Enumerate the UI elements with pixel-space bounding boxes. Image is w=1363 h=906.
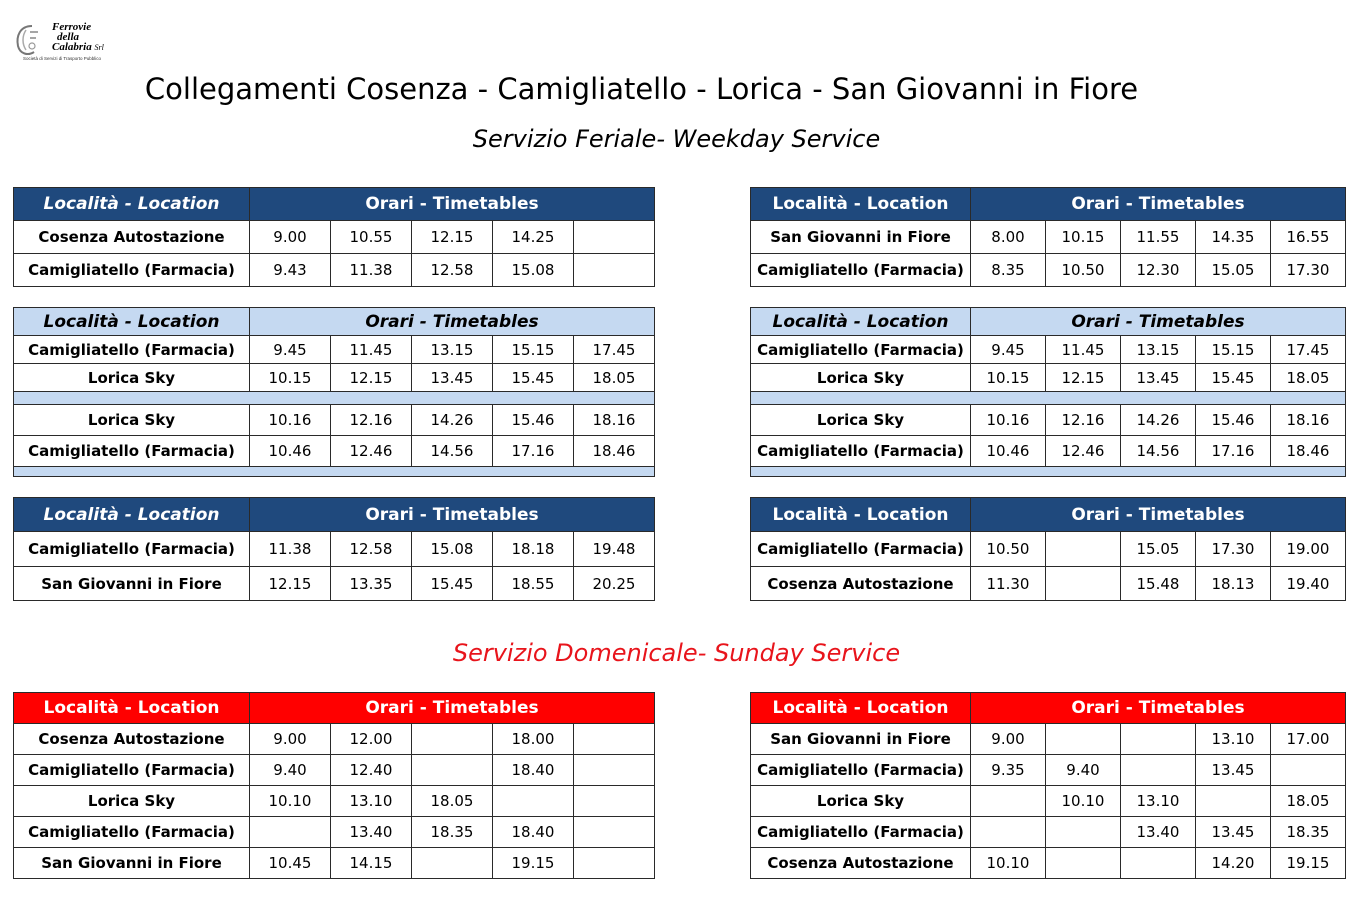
time-cell: 15.45 [493, 364, 574, 392]
time-cell: 18.16 [1271, 405, 1346, 436]
table-row [751, 336, 1346, 364]
time-cell: 9.45 [971, 336, 1046, 364]
time-cell [250, 817, 331, 848]
table-row [751, 364, 1346, 392]
location-cell: San Giovanni in Fiore [751, 221, 971, 254]
table-row [14, 364, 655, 392]
weekday-table-cosenza-camigliatello [13, 187, 655, 287]
time-cell [1046, 724, 1121, 755]
table-row [14, 724, 655, 755]
location-cell: San Giovanni in Fiore [14, 567, 250, 601]
page-title: Collegamenti Cosenza - Camigliatello - Lorica - San Giovanni in Fiore [144, 72, 1139, 106]
time-cell: 10.45 [250, 848, 331, 879]
timetables-header: Orari - Timetables [971, 308, 1346, 336]
time-cell [412, 848, 493, 879]
table-row [751, 724, 1346, 755]
location-cell: Camigliatello (Farmacia) [751, 532, 971, 567]
separator-row [751, 392, 1346, 405]
location-cell: Camigliatello (Farmacia) [751, 254, 971, 287]
time-cell: 9.00 [971, 724, 1046, 755]
sunday-table-sangiovanni-cosenza [750, 692, 1346, 879]
separator-row [14, 392, 655, 405]
time-cell: 13.10 [1121, 786, 1196, 817]
timetables-header: Orari - Timetables [971, 188, 1346, 221]
time-cell: 8.35 [971, 254, 1046, 287]
table-row [14, 567, 655, 601]
time-cell: 13.10 [331, 786, 412, 817]
logo-emblem-icon [12, 22, 46, 58]
time-cell: 11.38 [250, 532, 331, 567]
location-cell: Lorica Sky [751, 786, 971, 817]
time-cell: 15.48 [1121, 567, 1196, 601]
time-cell [1121, 755, 1196, 786]
table-row [14, 755, 655, 786]
time-cell: 10.10 [1046, 786, 1121, 817]
time-cell: 18.05 [1271, 786, 1346, 817]
location-cell: Lorica Sky [14, 786, 250, 817]
time-cell [574, 848, 655, 879]
table-row [14, 336, 655, 364]
location-header: Località - Location [14, 498, 250, 532]
location-cell: Camigliatello (Farmacia) [14, 532, 250, 567]
time-cell [412, 755, 493, 786]
location-cell: Cosenza Autostazione [14, 724, 250, 755]
time-cell: 18.35 [1271, 817, 1346, 848]
time-cell: 11.38 [331, 254, 412, 287]
time-cell: 13.45 [412, 364, 493, 392]
time-cell: 13.15 [412, 336, 493, 364]
time-cell: 14.15 [331, 848, 412, 879]
time-cell: 12.15 [331, 364, 412, 392]
time-cell: 15.45 [1196, 364, 1271, 392]
time-cell: 18.13 [1196, 567, 1271, 601]
time-cell [412, 724, 493, 755]
separator-row [751, 467, 1346, 477]
time-cell: 15.08 [493, 254, 574, 287]
logo-text-line1: Ferrovie [52, 21, 92, 33]
table-row [751, 755, 1346, 786]
location-cell: Cosenza Autostazione [751, 567, 971, 601]
time-cell: 12.58 [331, 532, 412, 567]
location-cell: Camigliatello (Farmacia) [751, 436, 971, 467]
timetables-header: Orari - Timetables [250, 693, 655, 724]
time-cell: 12.58 [412, 254, 493, 287]
time-cell: 9.40 [250, 755, 331, 786]
time-cell: 10.16 [971, 405, 1046, 436]
time-cell: 19.15 [1271, 848, 1346, 879]
table-row [751, 567, 1346, 601]
table-row [751, 254, 1346, 287]
time-cell [1046, 848, 1121, 879]
time-cell: 10.15 [1046, 221, 1121, 254]
time-cell: 9.35 [971, 755, 1046, 786]
time-cell: 13.45 [1196, 817, 1271, 848]
time-cell: 12.46 [1046, 436, 1121, 467]
time-cell: 15.15 [493, 336, 574, 364]
location-header: Località - Location [751, 308, 971, 336]
company-logo [12, 18, 132, 68]
time-cell [971, 817, 1046, 848]
time-cell: 12.30 [1121, 254, 1196, 287]
time-cell: 18.46 [574, 436, 655, 467]
time-cell [1271, 755, 1346, 786]
location-cell: Lorica Sky [751, 405, 971, 436]
time-cell [574, 221, 655, 254]
location-cell: Lorica Sky [14, 364, 250, 392]
time-cell [574, 817, 655, 848]
time-cell: 17.45 [1271, 336, 1346, 364]
time-cell: 9.43 [250, 254, 331, 287]
time-cell: 15.46 [493, 405, 574, 436]
time-cell: 17.00 [1271, 724, 1346, 755]
table-row [751, 817, 1346, 848]
time-cell: 14.56 [412, 436, 493, 467]
time-cell: 18.40 [493, 755, 574, 786]
time-cell: 19.00 [1271, 532, 1346, 567]
time-cell [1121, 724, 1196, 755]
table-row [14, 254, 655, 287]
location-cell: Camigliatello (Farmacia) [14, 817, 250, 848]
location-cell: Camigliatello (Farmacia) [14, 254, 250, 287]
weekday-table-camigliatello-lorica-right [750, 307, 1346, 477]
time-cell: 18.05 [412, 786, 493, 817]
time-cell: 10.10 [250, 786, 331, 817]
time-cell: 12.46 [331, 436, 412, 467]
sunday-table-cosenza-sangiovanni [13, 692, 655, 879]
table-row [14, 221, 655, 254]
time-cell: 12.16 [1046, 405, 1121, 436]
time-cell: 12.15 [1046, 364, 1121, 392]
location-cell: Cosenza Autostazione [751, 848, 971, 879]
time-cell: 19.40 [1271, 567, 1346, 601]
time-cell: 12.15 [412, 221, 493, 254]
table-row [14, 848, 655, 879]
time-cell: 15.46 [1196, 405, 1271, 436]
time-cell: 14.56 [1121, 436, 1196, 467]
time-cell: 10.10 [971, 848, 1046, 879]
table-row [751, 532, 1346, 567]
time-cell: 8.00 [971, 221, 1046, 254]
location-header: Località - Location [14, 188, 250, 221]
time-cell: 16.55 [1271, 221, 1346, 254]
time-cell: 14.20 [1196, 848, 1271, 879]
time-cell: 11.30 [971, 567, 1046, 601]
weekday-table-camigliatello-cosenza [750, 497, 1346, 601]
time-cell: 14.25 [493, 221, 574, 254]
separator-row [14, 467, 655, 477]
table-row [14, 786, 655, 817]
table-row [751, 221, 1346, 254]
time-cell [493, 786, 574, 817]
time-cell [574, 254, 655, 287]
time-cell: 14.35 [1196, 221, 1271, 254]
time-cell: 20.25 [574, 567, 655, 601]
location-header: Località - Location [751, 188, 971, 221]
weekday-table-camigliatello-lorica [13, 307, 655, 477]
location-header: Località - Location [751, 498, 971, 532]
time-cell: 18.55 [493, 567, 574, 601]
time-cell [971, 786, 1046, 817]
time-cell: 13.40 [331, 817, 412, 848]
location-cell: Camigliatello (Farmacia) [751, 336, 971, 364]
time-cell: 13.35 [331, 567, 412, 601]
timetables-header: Orari - Timetables [250, 188, 655, 221]
time-cell: 11.45 [1046, 336, 1121, 364]
time-cell: 17.45 [574, 336, 655, 364]
timetables-header: Orari - Timetables [971, 693, 1346, 724]
table-row [751, 436, 1346, 467]
location-header: Località - Location [14, 308, 250, 336]
time-cell: 18.40 [493, 817, 574, 848]
time-cell: 10.55 [331, 221, 412, 254]
location-cell: Lorica Sky [751, 364, 971, 392]
time-cell: 10.16 [250, 405, 331, 436]
time-cell: 14.26 [1121, 405, 1196, 436]
time-cell: 15.15 [1196, 336, 1271, 364]
location-cell: Camigliatello (Farmacia) [14, 336, 250, 364]
weekday-table-sangiovanni-camigliatello [750, 187, 1346, 287]
time-cell: 13.10 [1196, 724, 1271, 755]
time-cell: 18.35 [412, 817, 493, 848]
location-cell: Camigliatello (Farmacia) [751, 817, 971, 848]
weekday-table-camigliatello-sangiovanni [13, 497, 655, 601]
time-cell: 9.45 [250, 336, 331, 364]
location-cell: Camigliatello (Farmacia) [751, 755, 971, 786]
time-cell: 18.16 [574, 405, 655, 436]
time-cell: 10.15 [250, 364, 331, 392]
table-row [14, 817, 655, 848]
table-row [14, 436, 655, 467]
location-cell: Lorica Sky [14, 405, 250, 436]
logo-tagline: Società di Servizi di Trasporto Pubblico [23, 56, 102, 61]
time-cell: 15.45 [412, 567, 493, 601]
weekday-service-title: Servizio Feriale- Weekday Service [472, 125, 881, 153]
time-cell: 14.26 [412, 405, 493, 436]
table-row [751, 405, 1346, 436]
time-cell [1046, 817, 1121, 848]
location-cell: San Giovanni in Fiore [751, 724, 971, 755]
time-cell: 12.00 [331, 724, 412, 755]
time-cell: 15.08 [412, 532, 493, 567]
time-cell [574, 786, 655, 817]
location-cell: San Giovanni in Fiore [14, 848, 250, 879]
time-cell [1046, 532, 1121, 567]
location-cell: Camigliatello (Farmacia) [14, 755, 250, 786]
time-cell: 12.16 [331, 405, 412, 436]
table-row [14, 405, 655, 436]
time-cell: 10.46 [250, 436, 331, 467]
time-cell: 17.30 [1196, 532, 1271, 567]
time-cell [574, 724, 655, 755]
time-cell: 15.05 [1196, 254, 1271, 287]
time-cell: 17.16 [1196, 436, 1271, 467]
time-cell: 10.50 [971, 532, 1046, 567]
time-cell [574, 755, 655, 786]
time-cell: 18.18 [493, 532, 574, 567]
time-cell: 13.45 [1196, 755, 1271, 786]
time-cell: 18.00 [493, 724, 574, 755]
location-header: Località - Location [14, 693, 250, 724]
time-cell: 17.30 [1271, 254, 1346, 287]
time-cell: 18.05 [574, 364, 655, 392]
logo-text-line2: della [57, 31, 79, 43]
time-cell: 13.40 [1121, 817, 1196, 848]
time-cell [1121, 848, 1196, 879]
time-cell: 13.15 [1121, 336, 1196, 364]
time-cell: 10.50 [1046, 254, 1121, 287]
time-cell: 9.00 [250, 221, 331, 254]
time-cell: 11.55 [1121, 221, 1196, 254]
time-cell: 15.05 [1121, 532, 1196, 567]
time-cell: 9.40 [1046, 755, 1121, 786]
table-row [751, 786, 1346, 817]
timetables-header: Orari - Timetables [250, 308, 655, 336]
location-cell: Cosenza Autostazione [14, 221, 250, 254]
time-cell: 18.46 [1271, 436, 1346, 467]
time-cell: 17.16 [493, 436, 574, 467]
location-header: Località - Location [751, 693, 971, 724]
time-cell: 18.05 [1271, 364, 1346, 392]
time-cell: 11.45 [331, 336, 412, 364]
table-row [14, 532, 655, 567]
time-cell: 19.15 [493, 848, 574, 879]
time-cell [1196, 786, 1271, 817]
table-row [751, 848, 1346, 879]
logo-text-line3: Calabria Srl [52, 41, 104, 53]
sunday-service-title: Servizio Domenicale- Sunday Service [452, 639, 901, 667]
time-cell: 12.40 [331, 755, 412, 786]
timetables-header: Orari - Timetables [971, 498, 1346, 532]
time-cell: 10.15 [971, 364, 1046, 392]
location-cell: Camigliatello (Farmacia) [14, 436, 250, 467]
time-cell: 13.45 [1121, 364, 1196, 392]
time-cell [1046, 567, 1121, 601]
time-cell: 12.15 [250, 567, 331, 601]
timetables-header: Orari - Timetables [250, 498, 655, 532]
time-cell: 9.00 [250, 724, 331, 755]
time-cell: 19.48 [574, 532, 655, 567]
time-cell: 10.46 [971, 436, 1046, 467]
